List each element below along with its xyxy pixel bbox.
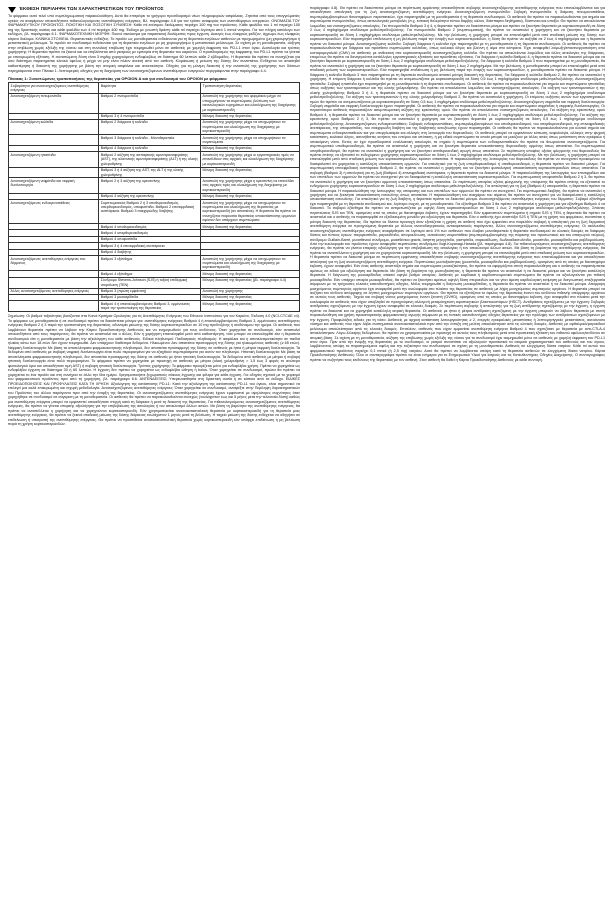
table-cell: Βαθμού 2 ή 3 αύξηση της κρεατινίνης bbox=[99, 178, 201, 193]
table-cell: Βαθμού 4 διαβήτης bbox=[99, 249, 201, 255]
table-cell: Βαθμού 3 μυοκαρδίτιδα bbox=[99, 294, 201, 300]
table-header-cell: Βαρύτητα bbox=[99, 83, 201, 94]
table-cell: Ανοσοσχετιζόμενη ηπατίτιδα bbox=[9, 152, 99, 167]
table-cell bbox=[9, 135, 99, 146]
table-row bbox=[9, 178, 300, 193]
table-cell: Αναστολή της χορήγησης μέχρι η κρεατινίνη να επανέλθει στις αρχικές τιμές και ολοκλήρωση της διαχείρισης με κορτικοστεροειδή bbox=[201, 178, 300, 193]
table-header-cell: Τροποποίηση θεραπείας bbox=[201, 83, 300, 94]
table-cell: Μόνιμη διακοπή της θεραπείας bbox=[201, 294, 300, 300]
black-triangle-icon bbox=[8, 7, 16, 13]
section-title: ΈΚΘΕΣΗ ΠΕΡΙΛΗΨΗ ΤΩΝ ΧΑΡΑΚΤΗΡΙΣΤΙΚΩΝ ΤΟΥ ΠΡΟΪΟΝΤΟΣ bbox=[19, 6, 164, 11]
table-cell: Ανοσοσχετιζόμενες ανεπιθύμητες ενέργειες του δέρματος bbox=[9, 256, 99, 271]
left-column bbox=[8, 6, 300, 903]
table-cell: Αναστολή της χορήγησης bbox=[201, 288, 300, 294]
table-cell: Αναστολή της χορήγησης μέχρι να υποχωρήσουν τα συμπτώματα και ολοκλήρωση της διαχείρισης με κορτικοστεροειδή bbox=[201, 119, 300, 134]
table-cell: Αναστολή της χορήγησης του φαρμάκου μέχρι να υποχωρήσουν τα συμπτώματα, βελτίωση των ακτινολογικών ευρημάτων και ολοκλήρωση της διαχείρισης με κορτικοστεροειδή bbox=[201, 93, 300, 113]
table-cell: Βαθμού 4 υποφυσίτιδα bbox=[99, 236, 201, 242]
table-row bbox=[9, 200, 300, 224]
table-row bbox=[9, 152, 300, 167]
document-page bbox=[8, 6, 605, 903]
table-cell bbox=[9, 277, 99, 288]
table-cell: Βαθμού 4 ή επαναλαμβανόμενες Βαθμού 3, εμμένουσες παρά την τροποποίηση της θεραπείας bbox=[99, 301, 201, 312]
table-cell: Βαθμού 3 ή 4 αύξηση της AST, της ALT ή της ολικής χολερυθρίνης bbox=[99, 167, 201, 178]
table-cell: Βαθμού 2 διάρροια ή κολίτιδα bbox=[99, 119, 201, 134]
table-cell: Ανοσοσχετιζόμενη νεφρίτιδα και νεφρική δυσλειτουργία bbox=[9, 178, 99, 193]
table-cell: Μόνιμη διακοπή της θεραπείας (βλ. παράγραφο 4.4) bbox=[201, 277, 300, 288]
table-cell: Βαθμού 3 (πρώτη εμφάνιση) bbox=[99, 288, 201, 294]
table-cell: Βαθμού 4 διάρροια ή κολίτιδα bbox=[99, 145, 201, 151]
table-cell: Βαθμού 3 εξάνθημα bbox=[99, 256, 201, 271]
table-row bbox=[9, 277, 300, 288]
table-row bbox=[9, 135, 300, 146]
table-cell: Σύνδρομο Stevens-Johnson (SJS) ή τοξική επιδερμική νεκρόλυση (TEN) bbox=[99, 277, 201, 288]
table-cell: Άλλες ανοσοσχετιζόμενες ανεπιθύμητες ενέργειες bbox=[9, 288, 99, 294]
right-column bbox=[310, 6, 605, 903]
table-cell: Βαθμού 4 υποθυρεοειδισμός bbox=[99, 224, 201, 230]
table-cell: Βαθμού 3 ή 4 επινεφριδιακή ανεπάρκεια bbox=[99, 243, 201, 249]
table-cell: Βαθμού 4 υπερθυρεοειδισμός bbox=[99, 230, 201, 236]
table-cell: Μόνιμη διακοπή της θεραπείας bbox=[201, 113, 300, 119]
table-cell: Συμπτωματικός Βαθμού 2 ή 3 υποθυρεοειδισμός, υπερθυρεοειδισμός, υποφυσίτιδα. Βαθμού 2 επινεφριδιακή ανεπάρκεια. Βαθμού 3 σακχαρώδης διαβήτης bbox=[99, 200, 201, 224]
table-header-cell: Σοβαρότητα για ανοσοσχετιζόμενες ανεπιθύμητες ενέργειες bbox=[9, 83, 99, 94]
table-cell: Μόνιμη διακοπή της θεραπείας bbox=[201, 145, 300, 151]
table-row bbox=[9, 119, 300, 134]
table-cell: Μόνιμη διακοπή της θεραπείας bbox=[201, 224, 300, 230]
table-cell: Αναστολή της χορήγησης μέχρι να υποχωρήσουν τα συμπτώματα bbox=[201, 135, 300, 146]
table-body bbox=[9, 93, 300, 311]
table-cell: Ανοσοσχετιζόμενες ενδοκρινοπάθειες bbox=[9, 200, 99, 224]
dose-modification-table bbox=[8, 82, 300, 312]
body-paragraph-left: Σημείωση: Οι βαθμοί τοξικότητας βασίζονται στα Κοινά Κριτήρια Ορολογίας για τις Ανεπιθύμητες Ενέργειες του Εθνικού Ινστιτούτου για τον Καρκίνο, Έκδοση 4.0 (NCI-CTCAE v4). Το φάρμακο ως μονοθεραπεία ή σε συνδυασμό πρέπει να διακόπτεται μόνιμα για: ανεπιθύμητες ενέργειες Βαθμού 4 ή επαναλαμβανόμενες Βαθμού 3, εμμένουσες ανεπιθύμητες ενέργειες Βαθμού 2 ή 3 παρά την τροποποίηση της θεραπείας, αδυναμία μείωσης της δόσης κορτικοστεροειδών σε 10 mg πρεδνιζόνης ή ισοδύναμου την ημέρα. Οι ασθενείς που λαμβάνουν θεραπεία πρέπει να λάβουν την Κάρτα Προειδοποίησης Ασθενούς και να ενημερωθούν για τους κινδύνους. Όταν χορηγείται σε συνδυασμό, εάν ανασταλεί οποιοσδήποτε από τους παράγοντες, θα πρέπει να ανασταλεί και ο άλλος. Εάν η χορήγηση επαναληφθεί μετά από καθυστέρηση, τότε μπορεί να επαναληφθεί είτε η θεραπεία συνδυασμού είτε η μονοθεραπεία με βάση την αξιολόγηση του κάθε ασθενούς. Ειδικοί πληθυσμοί: Παιδιατρικός πληθυσμός: Η ασφάλεια και η αποτελεσματικότητα σε παιδιά ηλικίας κάτω των 18 ετών δεν έχουν τεκμηριωθεί. Δεν υπάρχουν διαθέσιμα δεδομένα. Ηλικιωμένοι: Δεν απαιτείται προσαρμογή της δόσης για ηλικιωμένους ασθενείς (≥ 65 ετών). Νεφρική δυσλειτουργία: Με βάση τα αποτελέσματα φαρμακοκινητικής πληθυσμού, δεν απαιτείται προσαρμογή της δόσης σε ασθενείς με ήπια ή μέτρια νεφρική δυσλειτουργία. Τα δεδομένα από ασθενείς με σοβαρή νεφρική δυσλειτουργία είναι πολύ περιορισμένα για να εξαχθούν συμπεράσματα για αυτόν τον πληθυσμό. Ηπατική δυσλειτουργία: Με βάση τα αποτελέσματα φαρμακοκινητικής πληθυσμού, δεν απαιτείται προσαρμογή της δόσης σε ασθενείς με ήπια ηπατική δυσλειτουργία. Τα δεδομένα από ασθενείς με μέτρια ή σοβαρή ηπατική δυσλειτουργία είναι πολύ περιορισμένα. Το φάρμακο πρέπει να χορηγείται με προσοχή σε ασθενείς με μέτρια (ολική χολερυθρίνη > 1,5 έως 3 φορές το ανώτερο φυσιολογικό όριο και οποιαδήποτε τιμή AST) ή σοβαρή ηπατική δυσλειτουργία. Τρόπος χορήγησης: Το φάρμακο προορίζεται μόνο για ενδοφλέβια χρήση. Πρέπει να χορηγείται ως ενδοφλέβια έγχυση σε διάστημα 30 ή 60 λεπτών. Η έγχυση δεν πρέπει να χορηγείται ως ενδοφλέβια ώθηση ή bolus. Όταν χορηγείται σε συνδυασμό, πρώτα θα πρέπει να χορηγείται το ένα προϊόν και στη συνέχεια το άλλο την ίδια ημέρα. Χρησιμοποιήστε ξεχωριστούς σάκους έγχυσης και φίλτρα για κάθε έγχυση. Για οδηγίες σχετικά με το χειρισμό του φαρμακευτικού προϊόντος πριν από τη χορήγηση, βλ. παράγραφο 6.6. ΑΝΤΕΝΔΕΙΞΕΙΣ: Υπερευαισθησία στη δραστική ουσία ή σε κάποιο από τα έκδοχα. ΕΙΔΙΚΕΣ ΠΡΟΕΙΔΟΠΟΙΗΣΕΙΣ ΚΑΙ ΠΡΟΦΥΛΑΞΕΙΣ ΚΑΤΑ ΤΗ ΧΡΗΣΗ: Αξιολόγηση της κατάστασης PD-L1: Κατά την αξιολόγηση της κατάστασης PD-L1 του όγκου, είναι σημαντικό να επιλεγεί μια καλά επικυρωμένη και ισχυρή μεθοδολογία. Ανοσοσχετιζόμενες ανεπιθύμητες ενέργειες: Όταν χορηγείται σε συνδυασμό, ανατρέξτε στην Περίληψη Χαρακτηριστικών του Προϊόντος του άλλου παράγοντα πριν από την έναρξη της θεραπείας. Οι ανοσοσχετιζόμενες ανεπιθύμητες ενέργειες έχουν εμφανιστεί με υψηλότερες συχνότητες όταν χορηγήθηκε σε συνδυασμό σε σύγκριση με τη μονοθεραπεία. Οι ασθενείς θα πρέπει να παρακολουθούνται συνεχώς (τουλάχιστον έως και 5 μήνες μετά την τελευταία δόση) καθώς μια ανεπιθύμητη ενέργεια μπορεί να εμφανιστεί οποιαδήποτε στιγμή κατά τη διάρκεια ή μετά τη διακοπή της θεραπείας. Για πιθανολογούμενες ανοσοσχετιζόμενες ανεπιθύμητες ενέργειες, θα πρέπει να γίνεται επαρκής αξιολόγηση για την επιβεβαίωση της αιτιολογίας ή τον αποκλεισμό άλλων αιτιών. Με βάση τη βαρύτητα της ανεπιθύμητης ενέργειας, θα πρέπει να αναστέλλεται η χορήγηση και να χορηγούνται κορτικοστεροειδή. Εάν χρησιμοποιείται ανοσοκατασταλτική θεραπεία με κορτικοστεροειδή για τη θεραπεία μιας ανεπιθύμητης ενέργειας, θα πρέπει να ξεκινά σταδιακή μείωση της δόσης διάρκειας τουλάχιστον 1 μηνός μετά τη βελτίωση. Η ταχεία μείωση της δόσης ενδέχεται να οδηγήσει σε επιδείνωση ή υποτροπή της ανεπιθύμητης ενέργειας. Θα πρέπει να προστίθεται ανοσοκατασταλτική θεραπεία χωρίς κορτικοστεροειδή εάν υπάρχει επιδείνωση ή μη βελτίωση παρά τη χρήση κορτικοστεροειδών. bbox=[8, 314, 300, 427]
table-row bbox=[9, 301, 300, 312]
table-cell: Βαθμού 3 διάρροια ή κολίτιδα - Μονοθεραπεία bbox=[99, 135, 201, 146]
table-title: Πίνακας 1: Συνιστώμενες τροποποιήσεις της θεραπείας για ΟΡΟΙΟΝ A και για συνδυασμό του ΟΡΟΙΟΝ με φάρμακο bbox=[8, 76, 227, 82]
table-cell: Αναστολή της χορήγησης μέχρι να υποχωρήσουν τα συμπτώματα και ολοκλήρωση της διαχείρισης με κορτικοστεροειδή bbox=[201, 256, 300, 271]
table-cell: Μόνιμη διακοπή της θεραπείας bbox=[201, 271, 300, 277]
table-cell: Αναστολή της χορήγησης μέχρι οι εργαστηριακές τιμές να επανέλθουν στις αρχικές και ολοκλήρωση της διαχείρισης με κορτικοστεροειδή bbox=[201, 152, 300, 167]
table-cell: Μόνιμη διακοπή της θεραπείας bbox=[201, 301, 300, 312]
body-paragraph-right: παράγραφο 4.8). Θα πρέπει να διακόπτεται μόνιμα σε περίπτωση εμφάνισης οποιασδήποτε σοβαρής ανοσοσχετιζόμενης ανεπιθύμητης ενέργειας που επαναλαμβάνεται και για οποιαδήποτε απειλητική για τη ζωή ανοσοσχετιζόμενη ανεπιθύμητη ενέργεια. Ανοσοσχετιζόμενη πνευμονίτιδα: Σοβαρή πνευμονίτιδα ή διάμεση πνευμονοπάθεια, συμπεριλαμβανομένων θανατηφόρων περιστατικών, έχει παρατηρηθεί με τη μονοθεραπεία ή τη θεραπεία συνδυασμού. Οι ασθενείς θα πρέπει να παρακολουθούνται για σημεία και συμπτώματα πνευμονίτιδας, όπως ακτινολογικές μεταβολές (π.χ. εστιακή θολερότητα τύπου θαμβής υάλου, διάσπαρτα διηθήματα), δύσπνοια και υποξία. Θα πρέπει να αποκλείονται λοιμώδεις και νοσοσχετιζόμενες αιτιολογίες. Για πνευμονίτιδα Βαθμού 3 ή 4, η θεραπεία πρέπει να διακόπτεται μόνιμα και πρέπει να ξεκινήσει θεραπεία με κορτικοστεροειδή σε δόση 2 έως 4 mg/kg/ημέρα ισοδύναμα μεθυλπρεδνιζολόνης. Για πνευμονίτιδα Βαθμού 2 (συμπτωματική), θα πρέπει να ανασταλεί η χορήγηση και να ξεκινήσει θεραπεία με κορτικοστεροειδή σε δόση 1 mg/kg/ημέρα ισοδύναμα μεθυλπρεδνιζολόνης. Με την βελτίωση, η χορήγηση μπορεί να επαναληφθεί μετά από σταδιακή μείωση της δόσης των κορτικοστεροειδών. Εάν παρατηρηθεί επιδείνωση ή μη βελτίωση παρά την έναρξη των κορτικοστεροειδών, η δόση θα πρέπει να αυξηθεί σε 2 έως 4 mg/kg/ημέρα και η θεραπεία πρέπει να διακοπεί μόνιμα. Ανοσοσχετιζόμενη κολίτιδα: Σοβαρή διάρροια ή κολίτιδα έχει παρατηρηθεί με τη μονοθεραπεία ή τη θεραπεία συνδυασμού. Οι ασθενείς θα πρέπει να παρακολουθούνται για διάρροια και πρόσθετα συμπτώματα κολίτιδας, όπως κοιλιακό άλγος και βλέννη ή αίμα στα κόπρανα. Έχει αναφερθεί λοίμωξη/επανενεργοποίηση από κυτταρομεγαλοϊό (CMV) σε ασθενείς με ανθεκτική στα κορτικοστεροειδή ανοσοσχετιζόμενη κολίτιδα. Θα πρέπει να αποκλείονται λοιμώδεις και άλλες αιτιολογίες της διάρροιας, επομένως θα πρέπει να διενεργούνται κατάλληλες εργαστηριακές εξετάσεις και πρόσθετες εξετάσεις. Για διάρροια ή κολίτιδα Βαθμού 4, η θεραπεία πρέπει να διακοπεί μόνιμα και να ξεκινήσει θεραπεία με κορτικοστεροειδή σε δόση 1 έως 2 mg/kg/ημέρα ισοδύναμα μεθυλπρεδνιζολόνης. Για διάρροια ή κολίτιδα Βαθμού 3 που παρατηρείται με τη μονοθεραπεία, θα πρέπει να ανασταλεί η χορήγηση και να ξεκινήσει θεραπεία με κορτικοστεροειδή σε δόση 1 έως 2 mg/kg/ημέρα. Με την βελτίωση, η μονοθεραπεία μπορεί να επαναληφθεί μετά από σταδιακή μείωση των κορτικοστεροειδών. Εάν παρατηρηθεί επιδείνωση ή μη βελτίωση παρά την έναρξη των κορτικοστεροειδών, η μονοθεραπεία πρέπει να διακοπεί μόνιμα. Η διάρροια ή κολίτιδα Βαθμού 3 που παρατηρείται με τη θεραπεία συνδυασμού απαιτεί μόνιμη διακοπή της θεραπείας. Για διάρροια ή κολίτιδα Βαθμού 2, θα πρέπει να ανασταλεί η χορήγηση. Η επίμονη διάρροια ή κολίτιδα θα πρέπει να αντιμετωπίζεται με κορτικοστεροειδή σε δόση 0,5 έως 1 mg/kg/ημέρα ισοδύναμα μεθυλπρεδνιζολόνης. Ανοσοσχετιζόμενη ηπατίτιδα: Σοβαρή ηπατίτιδα έχει παρατηρηθεί με τη μονοθεραπεία ή τη θεραπεία συνδυασμού. Οι ασθενείς θα πρέπει να παρακολουθούνται για σημεία και συμπτώματα ηπατίτιδας όπως αυξήσεις των τρανσαμινασών και της ολικής χολερυθρίνης. Θα πρέπει να αποκλείονται λοιμώδεις και νοσοσχετιζόμενες αιτιολογίες. Για αύξηση των τρανσαμινασών ή της ολικής χολερυθρίνης Βαθμού 3 ή 4, η θεραπεία πρέπει να διακοπεί μόνιμα και να ξεκινήσει θεραπεία με κορτικοστεροειδή σε δόση 1 έως 2 mg/kg/ημέρα ισοδύναμα μεθυλπρεδνιζολόνης. Για αύξηση των τρανσαμινασών ή της ολικής χολερυθρίνης Βαθμού 2, θα πρέπει να ανασταλεί η χορήγηση. Οι επίμονες αυξήσεις αυτών των εργαστηριακών τιμών θα πρέπει να αντιμετωπίζονται με κορτικοστεροειδή σε δόση 0,5 έως 1 mg/kg/ημέρα ισοδύναμα μεθυλπρεδνιζολόνης. Ανοσοσχετιζόμενη νεφρίτιδα και νεφρική δυσλειτουργία: Σοβαρή νεφρίτιδα και νεφρική δυσλειτουργία έχουν παρατηρηθεί. Οι ασθενείς θα πρέπει να παρακολουθούνται για σημεία και συμπτώματα νεφρίτιδας ή νεφρικής δυσλειτουργίας. Οι περισσότεροι ασθενείς παρουσιάζουν ασυμπτωματική αύξηση της κρεατινίνης ορού. Θα πρέπει να αποκλείονται νοσοσχετιζόμενες αιτιολογίες. Για αύξηση της κρεατινίνης ορού Βαθμού 4, η θεραπεία πρέπει να διακοπεί μόνιμα και να ξεκινήσει θεραπεία με κορτικοστεροειδή σε δόση 1 έως 2 mg/kg/ημέρα ισοδύναμα μεθυλπρεδνιζολόνης. Για αύξηση της κρεατινίνης ορού Βαθμού 2 ή 3, θα πρέπει να ανασταλεί η χορήγηση και να ξεκινήσει θεραπεία με κορτικοστεροειδή σε δόση 0,5 έως 1 mg/kg/ημέρα ισοδύναμα μεθυλπρεδνιζολόνης. Ανοσοσχετιζόμενες ενδοκρινοπάθειες: Σοβαρές ενδοκρινοπάθειες, συμπεριλαμβανομένων του υποθυρεοειδισμού, του υπερθυρεοειδισμού, της επινεφριδιακής ανεπάρκειας, της υποφυσίτιδας, του σακχαρώδη διαβήτη και της διαβητικής κετοξέωσης έχουν παρατηρηθεί. Οι ασθενείς θα πρέπει να παρακολουθούνται για κλινικά σημεία και συμπτώματα ενδοκρινοπαθειών και για υπεργλυκαιμία και αλλαγές στη λειτουργία του θυρεοειδούς. Οι ασθενείς μπορεί να εμφανίσουν κόπωση, κεφαλαλγία, αλλαγές στην ψυχική κατάσταση, κοιλιακό άλγος, ασυνήθιστες κινήσεις του εντέρου και υπόταση, ή μη ειδικά συμπτώματα τα οποία μπορεί να μοιάζουν με άλλες αιτίες όπως μετάσταση στον εγκέφαλο ή υποκείμενη νόσο. Εκτός αν έχει προσδιοριστεί εναλλακτική αιτιολογία, τα σημεία ή συμπτώματα των ενδοκρινοπαθειών θα πρέπει να θεωρούνται ανοσοσχετιζόμενα. Για συμπτωματικό υποθυρεοειδισμό, θα πρέπει να ανασταλεί η χορήγηση και να ξεκινήσει θεραπεία υποκατάστασης θυρεοειδικής ορμόνης όπως απαιτείται. Για συμπτωματικό υπερθυρεοειδισμό, θα πρέπει να ανασταλεί η χορήγηση και να ξεκινήσει αντιθυρεοειδική αγωγή όπως απαιτείται. Σε περίπτωση υποψίας οξείας φλεγμονής του θυρεοειδούς θα πρέπει επίσης να εξεταστεί το ενδεχόμενο χορήγησης κορτικοστεροειδών σε δόση 1 έως 2 mg/kg/ημέρα ισοδύναμα μεθυλπρεδνιζολόνης. Με την βελτίωση, η χορήγηση μπορεί να επαναληφθεί μετά από σταδιακή μείωση των κορτικοστεροειδών, εφόσον απαιτείται. Η παρακολούθηση της λειτουργίας του θυρεοειδούς θα πρέπει να συνεχιστεί προκειμένου να διασφαλιστεί ότι χορηγείται η κατάλληλη υποκατάσταση ορμονών. Για απειλητικό για τη ζωή υπερθυρεοειδισμό ή υποθυρεοειδισμό, η θεραπεία πρέπει να διακοπεί μόνιμα. Για συμπτωματική επινεφριδιακή ανεπάρκεια Βαθμού 2, θα πρέπει να ανασταλεί η χορήγηση και να ξεκινήσει φυσιολογική υποκατάσταση κορτικοστεροειδών όπως απαιτείται. Για σοβαρή (Βαθμού 3) ή απειλητική για τη ζωή (Βαθμού 4) επινεφριδιακή ανεπάρκεια, η θεραπεία πρέπει να διακοπεί μόνιμα. Η παρακολούθηση της λειτουργίας των επινεφριδίων και των επιπέδων των ορμονών θα πρέπει να συνεχιστεί για να διασφαλιστεί η κατάλληλη υποκατάσταση κορτικοστεροειδών. Για συμπτωματική υποφυσίτιδα Βαθμού 2 ή 3, θα πρέπει να ανασταλεί η χορήγηση και να ξεκινήσει ορμονική υποκατάσταση όπως απαιτείται. Σε περίπτωση υποψίας οξείας φλεγμονής της υπόφυσης θα πρέπει επίσης να εξεταστεί το ενδεχόμενο χορήγησης κορτικοστεροειδών σε δόση 1 έως 2 mg/kg/ημέρα ισοδύναμα μεθυλπρεδνιζολόνης. Για απειλητική για τη ζωή (Βαθμού 4) υποφυσίτιδα, η θεραπεία πρέπει να διακοπεί μόνιμα. Η παρακολούθηση της λειτουργίας της υπόφυσης και των επιπέδων των ορμονών θα πρέπει να συνεχιστεί. Για συμπτωματικό διαβήτη, θα πρέπει να ανασταλεί η χορήγηση και να ξεκινήσει υποκατάσταση ινσουλίνης όπως απαιτείται. Η παρακολούθηση του σακχάρου του αίματος θα πρέπει να συνεχιστεί για να διασφαλιστεί η κατάλληλη υποκατάσταση ινσουλίνης. Για απειλητικό για τη ζωή διαβήτη, η θεραπεία πρέπει να διακοπεί μόνιμα. Ανοσοσχετιζόμενες ανεπιθύμητες ενέργειες του δέρματος: Σοβαρό εξάνθημα έχει παρατηρηθεί με τη θεραπεία συνδυασμού και, λιγότερο συχνά, με τη μονοθεραπεία. Για εξάνθημα Βαθμού 3 θα πρέπει να ανασταλεί η χορήγηση και για εξάνθημα Βαθμού 4 να διακοπεί. Το σοβαρό εξάνθημα θα πρέπει να αντιμετωπίζεται με υψηλή δόση κορτικοστεροειδών σε δόση 1 έως 2 mg/kg/ημέρα ισοδύναμα μεθυλπρεδνιζολόνης. Σπάνιες περιπτώσεις SJS και TEN, ορισμένες από τις οποίες με θανατηφόρο έκβαση, έχουν παρατηρηθεί. Εάν εμφανιστούν συμπτώματα ή σημεία SJS ή TEN, η θεραπεία θα πρέπει να ανασταλεί και ο ασθενής να παραπεμφθεί σε εξειδικευμένη μονάδα για αξιολόγηση και θεραπεία. Εάν ο ασθενής έχει αναπτύξει SJS ή TEN με τη χρήση του φαρμάκου, συνιστάται η μόνιμη διακοπή της θεραπείας. Θα πρέπει να δίνεται προσοχή όταν εξετάζεται η χρήση σε ασθενή που έχει εμφανίσει στο παρελθόν σοβαρή ή απειλητική για τη ζωή δερματική ανεπιθύμητη ενέργεια σε προηγούμενη θεραπεία με άλλους ανοσοδιεγερτικούς αντικαρκινικούς παράγοντες. Άλλες ανοσοσχετιζόμενες ανεπιθύμητες ενέργειες: Οι ακόλουθες ανοσοσχετιζόμενες ανεπιθύμητες ενέργειες αναφέρθηκαν σε λιγότερο από 1% των ασθενών που έλαβαν μονοθεραπεία ή θεραπεία συνδυασμού σε κλινικές δοκιμές σε διάφορες δόσεις και τύπους όγκων: παγκρεατίτιδα, ραγοειδίτιδα, απομυελίνωση, αυτοάνοση νευροπάθεια (συμπεριλαμβανομένης της πάρεσης του προσωπικού και του απαγωγού νεύρου), σύνδρομο Guillain-Barré, μυασθενικό σύνδρομο, μυασθένεια gravis, άσηπτη μηνιγγίτιδα, γαστρίτιδα, σαρκοείδωση, δωδεκαδακτυλίτιδα, μυοσίτιδα, μυοκαρδίτιδα και ραβδομυόλυση. Από την κυκλοφορία του προϊόντος έχουν αναφερθεί περιπτώσεις συνδρόμου Vogt-Koyanagi-Harada (βλ. παράγραφο 4.8). Για πιθανολογούμενες ανοσοσχετιζόμενες ανεπιθύμητες ενέργειες, θα πρέπει να γίνεται επαρκής αξιολόγηση για την επιβεβαίωση της αιτιολογίας ή τον αποκλεισμό άλλων αιτιών. Με βάση τη βαρύτητα της ανεπιθύμητης ενέργειας, θα πρέπει να αναστέλλεται η χορήγηση και να χορηγούνται κορτικοστεροειδή. Με την βελτίωση, η χορήγηση μπορεί να επαναληφθεί μετά από σταδιακή μείωση των κορτικοστεροειδών. Η θεραπεία πρέπει να διακοπεί μόνιμα σε περίπτωση εμφάνισης οποιασδήποτε σοβαρής ανοσοσχετιζόμενης ανεπιθύμητης ενέργειας που επαναλαμβάνεται και για οποιαδήποτε απειλητική για τη ζωή ανοσοσχετιζόμενη ανεπιθύμητη ενέργεια. Περιπτώσεις μυοτοξικότητας (μυοσίτιδα, μυοκαρδίτιδα και ραβδομυόλυση), ορισμένες από τις οποίες με θανατηφόρο έκβαση, έχουν αναφερθεί. Εάν ένας ασθενής αναπτύξει σημεία και συμπτώματα μυοτοξικότητας, θα πρέπει να εφαρμόζεται στενή παρακολούθηση και ο ασθενής να παραπέμπεται αμέσως σε ειδικό για αξιολόγηση και θεραπεία. Με βάση τη βαρύτητα της μυοτοξικότητας, η θεραπεία θα πρέπει να ανασταλεί ή να διακοπεί μόνιμα και να ξεκινήσει κατάλληλη θεραπεία. Η διάγνωση της μυοκαρδίτιδας απαιτεί υψηλό βαθμό υποψίας. Ασθενείς με καρδιακά ή καρδιοπνευμονικά συμπτώματα θα πρέπει να αξιολογούνται για πιθανή μυοκαρδίτιδα. Εάν υπάρχει υποψία μυοκαρδίτιδας, θα πρέπει να ξεκινήσει αμέσως υψηλή δόση στεροειδών και να γίνει άμεση καρδιολογική εκτίμηση με διαγνωστική επεξεργασία σύμφωνα με τις τρέχουσες κλινικές κατευθυντήριες οδηγίες. Μόλις τεκμηριωθεί η διάγνωση μυοκαρδίτιδας, η θεραπεία θα πρέπει να ανασταλεί ή να διακοπεί μόνιμα. Απόρριψη μοσχεύματος συμπαγούς οργάνου έχει αναφερθεί μετά την κυκλοφορία στο πλαίσιο της θεραπείας σε ασθενείς με λήψη μοσχεύματος συμπαγούς οργάνου. Η θεραπεία μπορεί να αυξήσει τον κίνδυνο απόρριψης σε λήπτες μοσχευμάτων συμπαγών οργάνων. Θα πρέπει να εξετάζεται το όφελος της θεραπείας έναντι του κινδύνου πιθανής απόρριψης οργάνου σε αυτούς τους ασθενείς. Ταχεία και σοβαρή νόσος μοσχεύματος έναντι ξενιστή (GVHD), ορισμένες από τις οποίες με θανατηφόρο έκβαση, έχει αναφερθεί στο πλαίσιο μετά την κυκλοφορία σε ασθενείς που είχαν υποβληθεί σε προηγούμενη αλλογενή μεταμόσχευση αιμοποιητικών βλαστοκυττάρων (HSCT). Αντιδράσεις σχετιζόμενες με την έγχυση: Σοβαρές αντιδράσεις σχετιζόμενες με την έγχυση έχουν αναφερθεί σε κλινικές δοκιμές. Σε περίπτωση σοβαρής ή απειλητικής για τη ζωή αντίδρασης σχετιζόμενης με την έγχυση, η έγχυση πρέπει να διακοπεί και να χορηγηθεί κατάλληλη ιατρική θεραπεία. Οι ασθενείς με ήπια ή μέτρια αντίδραση σχετιζόμενη με την έγχυση μπορούν να λάβουν θεραπεία με στενή παρακολούθηση και χρήση προκαταρκτικής φαρμακευτικής αγωγής σύμφωνα με τις τοπικές κατευθυντήριες οδηγίες θεραπείας για την πρόληψη των αντιδράσεων σχετιζόμενων με την έγχυση. Προφυλάξεις ειδικές για τη νόσο: Ασθενείς με αρχική κατάσταση λειτουργικότητας ≥ 2, ενεργές εγκεφαλικές μεταστάσεις ή λεπτομηνιγγικές μεταστάσεις, αυτοάνοσο νόσημα και ασθενείς που είχαν λάβει συστηματικά ανοσοκατασταλτικά πριν από την ένταξη στη μελέτη αποκλείστηκαν από τις κλινικές δοκιμές. Ασθενείς με οφθαλμικό/ραγοειδικό μελάνωμα αποκλείστηκαν από τις κλινικές δοκιμές. Επιπλέον, ασθενείς που είχαν εμφανίσει ανεπιθύμητη ενέργεια Βαθμού 4 που σχετιζόταν με θεραπεία με αντι-CTLA-4 αποκλείστηκαν. Λόγω έλλειψης δεδομένων, θα πρέπει να χρησιμοποιείται με προσοχή σε αυτούς τους πληθυσμούς μετά από προσεκτική εξέταση του πιθανού οφέλους/κινδύνου σε ατομική βάση. Σε σχέση με τη μονοθεραπεία, αύξηση της επιβίωσης χωρίς εξέλιξη της νόσου για το συνδυασμό έχει τεκμηριωθεί μόνο σε ασθενείς με χαμηλή έκφραση του PD-L1 στον όγκο. Πριν από την έναρξη της θεραπείας με το συνδυασμό, οι γιατροί συνιστάται να αξιολογούν προσεκτικά τα ατομικά χαρακτηριστικά του ασθενούς και του όγκου, λαμβάνοντας υπόψη τα παρατηρούμενα οφέλη και την τοξικότητα του συνδυασμού σε σχέση με τη μονοθεραπεία. Ασθενείς σε ελεγχόμενη δίαιτα νατρίου: Κάθε ml αυτού του φαρμακευτικού προϊόντος περιέχει 0,1 mmol (ή 2,5 mg) νατρίου. Αυτό θα πρέπει να λαμβάνεται υπόψη κατά τη θεραπεία ασθενών σε ελεγχόμενη δίαιτα νατρίου. Κάρτα Προειδοποίησης Ασθενούς: Όλοι οι συνταγογράφοι πρέπει να είναι ενήμεροι για το Ενημερωτικό Υλικό για Ιατρούς και τις Κατευθυντήριες Οδηγίες Διαχείρισης. Ο συνταγογράφος πρέπει να συζητήσει τους κινδύνους της θεραπείας με τον ασθενή. Στον ασθενή θα δοθεί η Κάρτα Προειδοποίησης Ασθενούς με κάθε συνταγή. bbox=[310, 6, 605, 362]
table-cell bbox=[9, 167, 99, 178]
table-cell: Βαθμού 3 ή 4 πνευμονίτιδα bbox=[99, 113, 201, 119]
table-cell: Βαθμού 2 αύξηση της ασπαρτικής αμινοτρανσφεράσης (AST), της αλανινικής αμινοτρανσφεράσης (ALT) ή της ολικής χολερυθρίνης bbox=[99, 152, 201, 167]
table-row bbox=[9, 167, 300, 178]
section-heading bbox=[8, 6, 300, 13]
table-cell: Αναστολή της χορήγησης μέχρι να υποχωρήσουν τα συμπτώματα και ολοκλήρωση της θεραπείας με κορτικοστεροειδή (αν απαιτείται). Η θεραπεία θα πρέπει να συνεχίζεται παρουσία θεραπείας υποκατάστασης ορμονών εφόσον δεν υπάρχουν συμπτώματα bbox=[201, 200, 300, 224]
table-cell: Μόνιμη διακοπή της θεραπείας bbox=[201, 193, 300, 199]
table-row bbox=[9, 93, 300, 113]
table-header-row bbox=[9, 83, 300, 94]
table-cell: Μόνιμη διακοπή της θεραπείας bbox=[201, 167, 300, 178]
intro-paragraph: Το φάρμακο αυτό τελεί υπό συμπληρωματική παρακολούθηση. Αυτό θα επιτρέψει το γρήγορο προσδιορισμό νέων πληροφοριών ασφάλειας. Ζητείται από τους επαγγελματίες υγείας να αναφέρουν οποιεσδήποτε πιθανολογούμενες ανεπιθύμητες ενέργειες. Βλ. παράγραφο 4.8 για τον τρόπο αναφοράς των ανεπιθύμητων ενεργειών. ΟΝΟΜΑΣΙΑ ΤΟΥ ΦΑΡΜΑΚΕΥΤΙΚΟΥ ΠΡΟΪΟΝΤΟΣ. ΠΟΙΟΤΙΚΗ ΚΑΙ ΠΟΣΟΤΙΚΗ ΣΥΝΘΕΣΗ: Κάθε ml ενέσιμου διαλύματος περιέχει 100 mg του προϊόντος. Κάθε φιαλίδιο του 1 ml περιέχει 100 mg της δραστικής ουσίας και κάθε φιαλίδιο των 4 ml περιέχει 400 mg. Έκδοχο με γνωστή δράση: κάθε ml περιέχει λιγότερο από 1 mmol νατρίου. Για τον πλήρη κατάλογο των εκδόχων, βλ. παράγραφο 6.1. ΦΑΡΜΑΚΟΤΕΧΝΙΚΗ ΜΟΡΦΗ: Πυκνό σκεύασμα για παρασκευή διαλύματος προς έγχυση. Διαυγές έως ελαφρώς ιριδίζον, άχρωμο έως ελαφρώς κίτρινο διάλυμα. ΚΛΙΝΙΚΑ ΣΤΟΙΧΕΙΑ. Θεραπευτικές ενδείξεις: Το προϊόν ως μονοθεραπεία ενδείκνυται για τη θεραπεία ενηλίκων ασθενών με προχωρημένο (μη χειρουργήσιμο ή μεταστατικό) μελάνωμα. Το προϊόν σε συνδυασμό ενδείκνυται για τη θεραπεία ενηλίκων με μη χειρουργήσιμο ή μεταστατικό μελάνωμα. Σε σχέση με τη μονοθεραπεία, αύξηση στην επιβίωση χωρίς εξέλιξη της νόσου και στη συνολική επιβίωση έχει τεκμηριωθεί μόνο σε ασθενείς με χαμηλή έκφραση του PD-L1 στον όγκο. Δοσολογία και τρόπος χορήγησης: Η θεραπεία πρέπει να ξεκινά και να επιβλέπεται από γιατρούς με εμπειρία στη θεραπεία του καρκίνου. Ο προσδιορισμός της έκφρασης του PD-L1 πρέπει να γίνεται με επικυρωμένη εξέταση. Η συνιστώμενη δόση είναι 3 mg/kg χορηγούμενη ενδοφλεβίως σε διάστημα 60 λεπτών κάθε 2 εβδομάδες. Η θεραπεία θα πρέπει να συνεχίζεται για όσο διάστημα παρατηρείται κλινικό όφελος ή μέχρι να μην είναι πλέον ανεκτή από τον ασθενή. Κλιμάκωση ή μείωση της δόσης δεν συνιστάται. Ενδέχεται να απαιτηθεί καθυστέρηση ή διακοπή της χορήγησης με βάση την ατομική ασφάλεια και ανεκτικότητα. Οδηγίες για τη μόνιμη διακοπή ή την αναστολή της χορήγησης των δόσεων περιγράφονται στον Πίνακα 1. Λεπτομερείς οδηγίες για τη διαχείριση των ανοσοσχετιζόμενων ανεπιθύμητων ενεργειών περιγράφονται στην παράγραφο 4.4. bbox=[8, 14, 300, 73]
table-cell: Βαθμού 2 πνευμονίτιδα bbox=[99, 93, 201, 113]
table-cell: Βαθμού 4 αύξηση της κρεατινίνης bbox=[99, 193, 201, 199]
table-cell: Βαθμού 4 εξάνθημα bbox=[99, 271, 201, 277]
table-cell: Ανοσοσχετιζόμενη κολίτιδα bbox=[9, 119, 99, 134]
table-cell bbox=[9, 301, 99, 312]
table-row bbox=[9, 256, 300, 271]
table-cell: Ανοσοσχετιζόμενη πνευμονίτιδα bbox=[9, 93, 99, 113]
